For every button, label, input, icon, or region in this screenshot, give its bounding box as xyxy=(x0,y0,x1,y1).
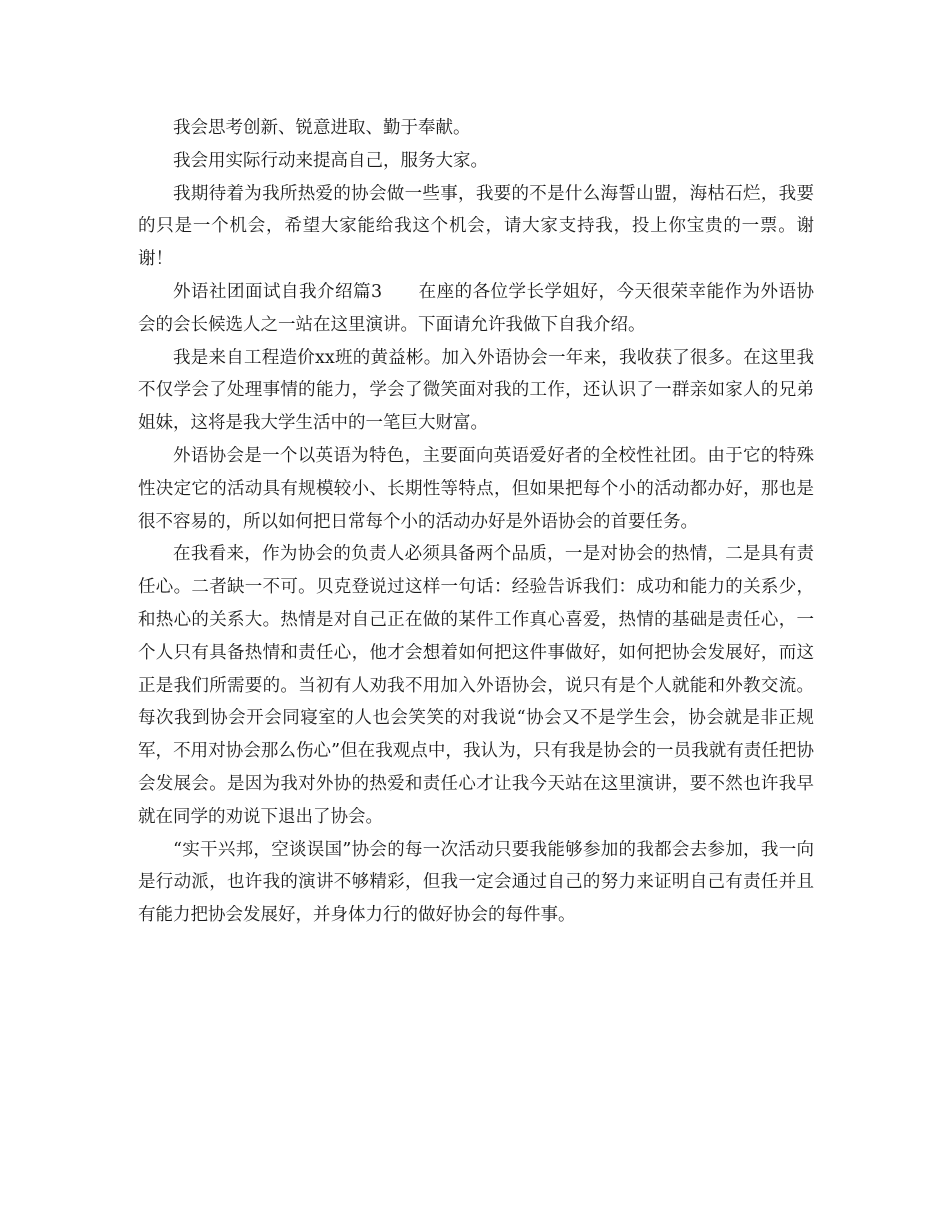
paragraph-8: “实干兴邦，空谈误国”协会的每一次活动只要我能够参加的我都会去参加，我一向是行动派，也许我的演讲不够精彩，但我一定会通过自己的努力来证明自己有责任并且有能力把协会发展好，并身体力行的做好协会的每件事。 xyxy=(138,839,814,926)
paragraph-2: 我会用实际行动来提高自己，服务大家。 xyxy=(173,150,488,171)
paragraph-3: 我期待着为我所热爱的协会做一些事，我要的不是什么海誓山盟，海枯石烂，我要的只是一个机会，希望大家能给我这个机会，请大家支持我，投上你宝贵的一票。谢谢！ xyxy=(138,183,814,270)
paragraph-6: 外语协会是一个以英语为特色，主要面向英语爱好者的全校性社团。由于它的特殊性决定它的活动具有规模较小、长期性等特点，但如果把每个小的活动都办好，那也是很不容易的，所以如何把日常每个小的活动办好是外语协会的首要任务。 xyxy=(138,445,814,532)
paragraph-5: 我是来自工程造价xx班的黄益彬。加入外语协会一年来，我收获了很多。在这里我不仅学会了处理事情的能力，学会了微笑面对我的工作，还认识了一群亲如家人的兄弟姐妹，这将是我大学生活中的一笔巨大财富。 xyxy=(138,347,814,434)
paragraph-4: 外语社团面试自我介绍篇3 在座的各位学长学姐好，今天很荣幸能作为外语协会的会长候选人之一站在这里演讲。下面请允许我做下自我介绍。 xyxy=(138,281,814,335)
paragraph-7: 在我看来，作为协会的负责人必须具备两个品质，一是对协会的热情，二是具有责任心。二者缺一不可。贝克登说过这样一句话：经验告诉我们：成功和能力的关系少，和热心的关系大。热情是对自己正在做的某件工作真心喜爱，热情的基础是责任心，一个人只有具备热情和责任心，他才会想着如何把这件事做好，如何把协会发展好，而这正是我们所需要的。当初有人劝我不用加入外语协会，说只有是个人就能和外教交流。每次我到协会开会同寝室的人也会笑笑的对我说“协会又不是学生会，协会就是非正规军，不用对协会那么伤心”但在我观点中，我认为，只有我是协会的一员我就有责任把协会发展会。是因为我对外协的热爱和责任心才让我今天站在这里演讲，要不然也许我早就在同学的劝说下退出了协会。 xyxy=(138,544,814,827)
document-body xyxy=(138,112,814,932)
paragraph-1: 我会思考创新、锐意进取、勤于奉献。 xyxy=(173,118,471,138)
